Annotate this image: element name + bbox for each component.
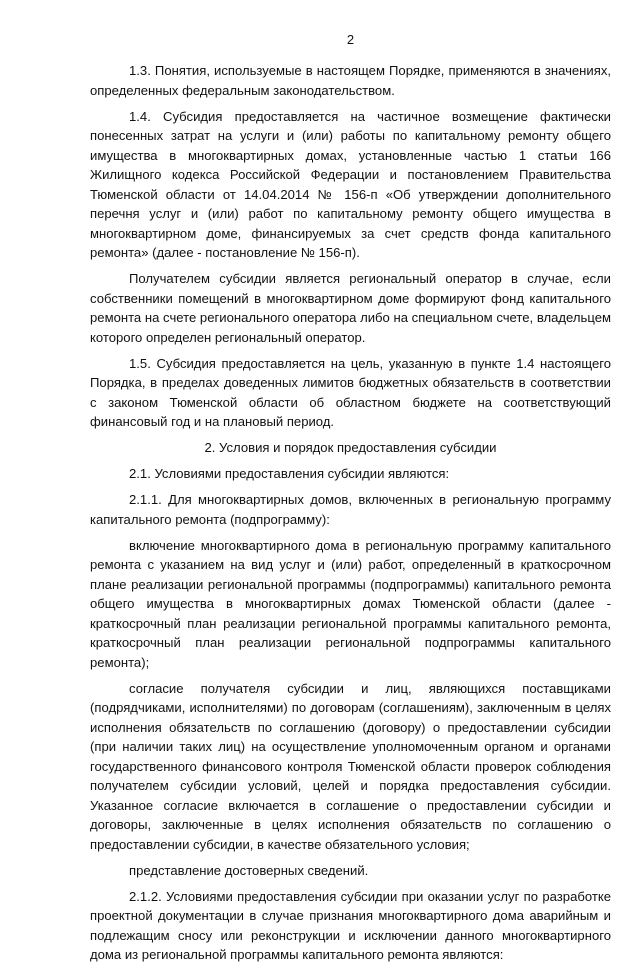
section-heading: 2. Условия и порядок предоставления субсидии xyxy=(204,440,497,455)
paragraph-consent: согласие получателя субсидии и лиц, являющихся поставщиками (подрядчиками, исполнителями) по договорам (соглашениям), заключенным в целях исполнения обязательств по соглашению (договору) о предоставлении субсидии (при наличии таких лиц) на осуществление уполномоченным органом и органами государственного финансового контроля Тюменской области проверок соблюдения получателем субсидии условий, целей и порядка предоставления субсидии. Указанное согласие включается в соглашение о предоставлении субсидии и договоры, заключенные в целях исполнения обязательств по соглашению о предоставлении субсидии, в качестве обязательного условия; xyxy=(90,680,611,852)
paragraph-1-5: 1.5. Субсидия предоставляется на цель, указанную в пункте 1.4 настоящего Порядка, в пределах доведенных лимитов бюджетных обязательств в соответствии с законом Тюменской области об областном бюджете на соответствующий финансовый год и на плановый период. xyxy=(90,355,611,429)
document-page xyxy=(90,32,611,971)
paragraph-inclusion: включение многоквартирного дома в региональную программу капитального ремонта с указанием на вид услуг и (или) работ, определенный в краткосрочном плане реализации региональной программы (подпрограммы) капитального ремонта общего имущества в многоквартирных домах Тюменской области (далее - краткосрочный план реализации региональной программы капитального ремонта, краткосрочный план реализации региональной подпрограммы капитального ремонта); xyxy=(90,537,611,670)
paragraph-2-1: 2.1. Условиями предоставления субсидии являются: xyxy=(129,466,450,481)
paragraph-2-1-1: 2.1.1. Для многоквартирных домов, включенных в региональную программу капитального ремонта (подпрограмму): xyxy=(90,492,611,527)
paragraph-reliable-info: представление достоверных сведений. xyxy=(129,862,369,878)
paragraph-2-1-2: 2.1.2. Условиями предоставления субсидии при оказании услуг по разработке проектной документации в случае признания многоквартирного дома аварийным и подлежащим сносу или реконструкции и исключении данного многоквартирного дома из региональной программы капитального ремонта являются: xyxy=(90,888,611,962)
page-number: 2 xyxy=(346,32,355,47)
paragraph-1-4: 1.4. Субсидия предоставляется на частичное возмещение фактически понесенных затрат на услуги и (или) работы по капитальному ремонту общего имущества в многоквартирных домах, установленные частью 1 статьи 166 Жилищного кодекса Российской Федерации и постановлением Правительства Тюменской области от 14.04.2014 № 156-п «Об утверждении дополнительного перечня услуг и (или) работ по капитальному ремонту общего имущества в многоквартирном доме, финансируемых за счет средств фонда капитального ремонта» (далее - постановление № 156-п). xyxy=(90,108,611,260)
paragraph-1-3: 1.3. Понятия, используемые в настоящем Порядке, применяются в значениях, определенных федеральным законодательством. xyxy=(90,63,611,98)
paragraph-recipient: Получателем субсидии является региональный оператор в случае, если собственники помещений в многоквартирном доме формируют фонд капитального ремонта на счете регионального оператора либо на специальном счете, владельцем которого определен региональный оператор. xyxy=(90,271,611,345)
